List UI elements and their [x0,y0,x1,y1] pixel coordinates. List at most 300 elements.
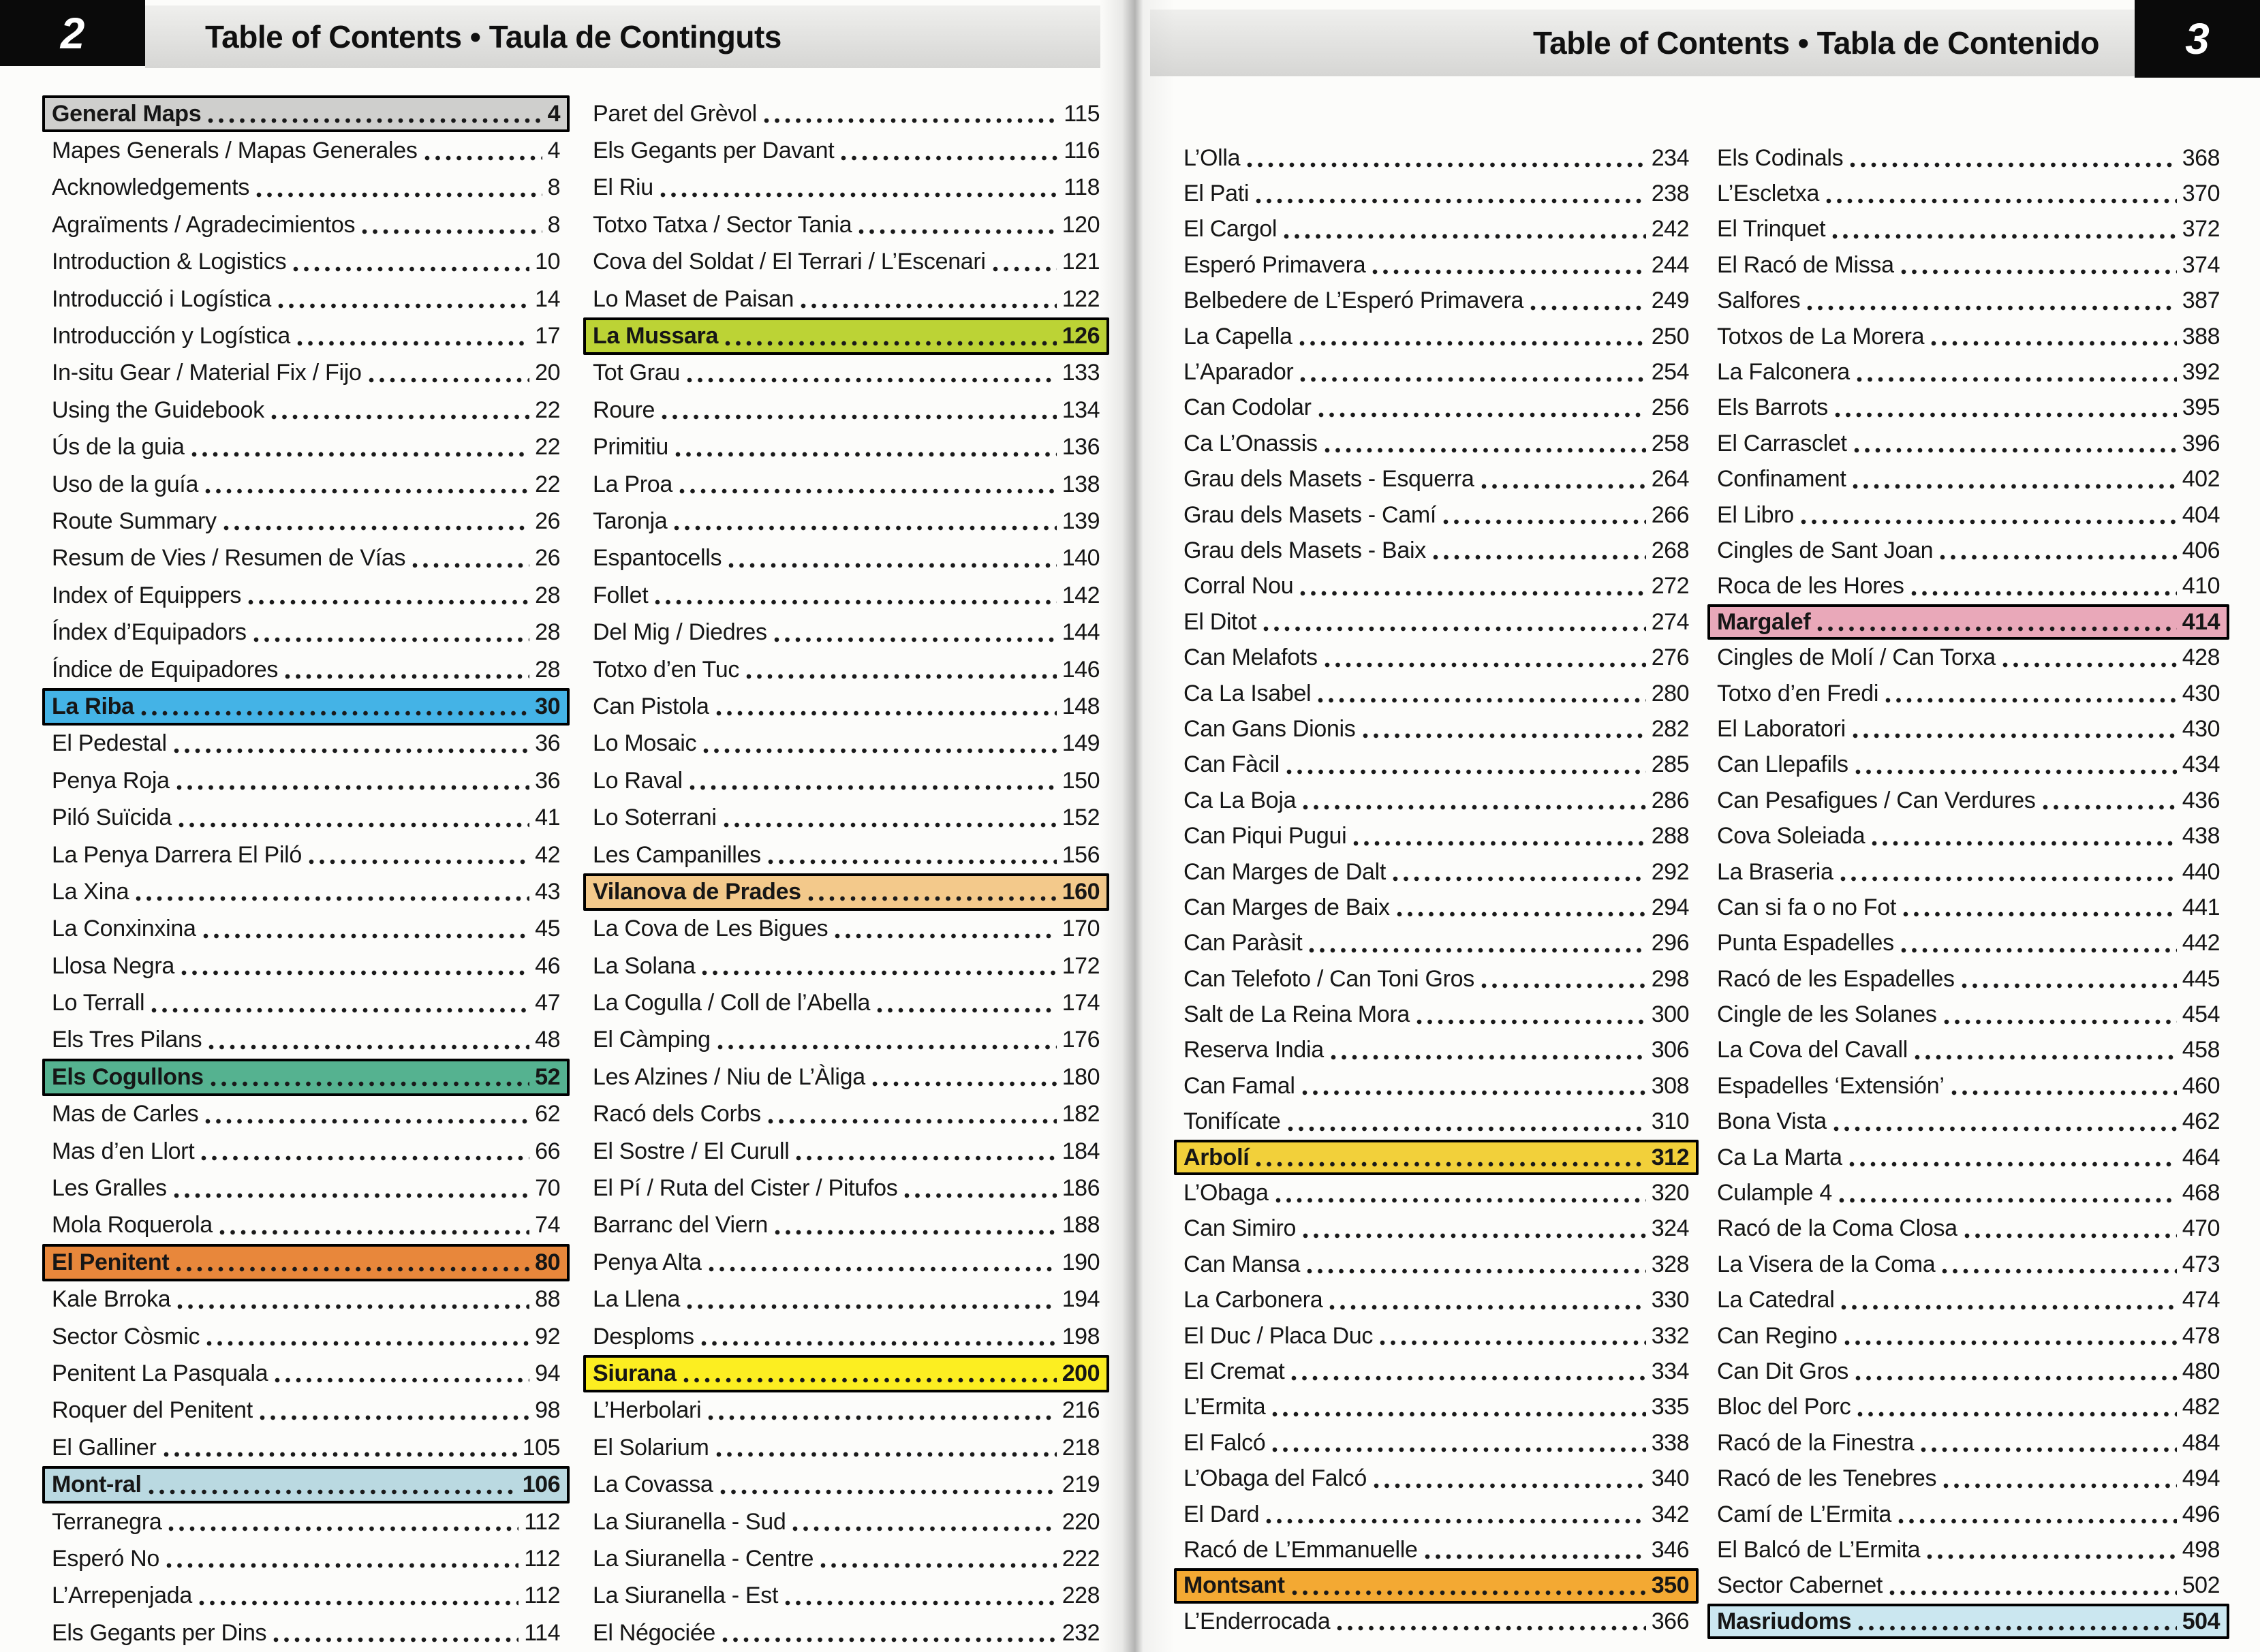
toc-leader-dots [1263,626,1646,632]
toc-leader-dots [1393,876,1646,882]
toc-entry-label: Índex d’Equipadors [52,619,247,646]
toc-page-number: 372 [2182,216,2220,243]
toc-page-number: 115 [1064,100,1100,127]
toc-page-number: 249 [1651,287,1689,314]
toc-leader-dots [1292,1590,1646,1595]
toc-leader-dots [687,1304,1057,1309]
toc-entry-label: Roquer del Penitent [52,1397,253,1424]
toc-leader-dots [1325,448,1646,453]
toc-row [593,651,1100,688]
toc-row [52,577,560,614]
toc-entry-label: Cova del Soldat / El Terrari / L’Escenari [593,249,986,275]
toc-leader-dots [1832,234,2177,239]
toc-leader-dots [716,1452,1057,1457]
toc-entry-label: Racó de les Tenebres [1717,1465,1937,1492]
toc-page-number: 14 [535,285,560,312]
toc-row [1183,247,1689,283]
toc-leader-dots [858,229,1056,234]
toc-row [52,1170,560,1206]
toc-entry-label: Sector Còsmic [52,1323,200,1350]
toc-page-number: 172 [1062,952,1100,979]
toc-entry-label: Totxo Tatxa / Sector Tania [593,211,852,238]
toc-entry-label: Can Dit Gros [1717,1358,1848,1384]
toc-entry-label: Introducció i Logística [52,285,271,312]
toc-entry-label: Corral Nou [1183,573,1294,599]
toc-row [593,1578,1100,1615]
toc-leader-dots [675,452,1057,457]
toc-row [1183,961,1689,997]
toc-row [52,1503,560,1540]
toc-leader-dots [1911,591,2177,596]
toc-entry-label: Punta Espadelles [1717,930,1894,956]
toc-row [1717,1318,2220,1354]
toc-leader-dots [1853,733,2177,738]
toc-leader-dots [179,822,529,828]
toc-page-number: 144 [1062,619,1100,646]
toc-row [52,1615,560,1651]
toc-leader-dots [206,1341,529,1346]
toc-leader-dots [877,1008,1057,1013]
toc-leader-dots [1325,662,1646,668]
toc-entry-label: Lo Mosaic [593,730,697,757]
toc-row [593,244,1100,281]
toc-page-number: 406 [2182,537,2220,563]
toc-entry-label: El Trinquet [1717,216,1826,243]
toc-entry-label: El Sostre / El Curull [593,1138,790,1164]
toc-entry-label: Espantocells [593,545,722,572]
toc-row [52,873,560,910]
toc-entry-label: Can Regino [1717,1322,1838,1349]
toc-page-number: 22 [535,434,560,461]
toc-leader-dots [717,1044,1057,1050]
toc-entry-label: La Covassa [593,1471,713,1498]
toc-row [52,1355,560,1392]
toc-page-number: 45 [535,916,560,942]
toc-row [52,540,560,577]
toc-leader-dots [716,711,1057,716]
toc-leader-dots [1807,305,2176,311]
toc-leader-dots [1817,626,2176,632]
toc-leader-dots [708,1415,1057,1420]
toc-row [1717,1283,2220,1318]
toc-row [593,984,1100,1021]
toc-page-number: 94 [535,1360,560,1386]
toc-page-number: 98 [535,1397,560,1424]
toc-page-number: 346 [1651,1536,1689,1563]
toc-leader-dots [1286,769,1646,775]
toc-leader-dots [273,1637,518,1642]
left-page-title: Table of Contents • Taula de Continguts [205,19,781,54]
toc-row [1183,1497,1689,1532]
toc-page-number: 148 [1062,693,1100,719]
toc-leader-dots [774,637,1057,642]
toc-entry-label: Can Marges de Baix [1183,894,1390,920]
toc-row [1717,426,2220,461]
toc-row [593,1540,1100,1577]
toc-page-number: 338 [1651,1429,1689,1456]
toc-row [1717,533,2220,568]
toc-leader-dots [1300,377,1645,382]
toc-entry-label: Bloc del Porc [1717,1394,1851,1420]
toc-leader-dots [722,1637,1057,1642]
toc-row [593,1244,1100,1281]
toc-leader-dots [297,341,529,346]
toc-column-1 [52,95,560,1651]
toc-leader-dots [683,1377,1057,1383]
toc-page-number: 4 [547,138,560,164]
toc-entry-label: In-situ Gear / Material Fix / Fijo [52,360,362,386]
toc-page-number: 468 [2182,1180,2220,1206]
toc-leader-dots [660,192,1058,198]
toc-page-number: 454 [2182,1001,2220,1028]
toc-row [1717,1068,2220,1104]
toc-page-number: 276 [1651,644,1689,671]
toc-leader-dots [1858,1625,2177,1631]
toc-row [593,948,1100,984]
toc-leader-dots [1256,1162,1645,1167]
toc-row [1183,1033,1689,1068]
toc-row [52,911,560,948]
toc-page-number: 484 [2182,1429,2220,1456]
toc-row [52,1133,560,1170]
toc-page-number: 470 [2182,1215,2220,1242]
toc-entry-label: Uso de la guía [52,471,199,497]
toc-section-row [42,1244,570,1281]
toc-entry-label: Del Mig / Diedres [593,619,767,646]
left-page-number-box [0,0,145,66]
toc-row [52,355,560,392]
toc-entry-label: Resum de Vies / Resumen de Vías [52,545,406,572]
toc-row [52,206,560,243]
toc-leader-dots [1857,1412,2176,1417]
toc-row [52,1540,560,1577]
toc-leader-dots [720,1489,1057,1495]
toc-section-row [583,1355,1109,1392]
toc-row [1183,926,1689,961]
toc-leader-dots [253,637,529,642]
toc-leader-dots [211,1081,529,1087]
toc-page-number: 441 [2182,894,2220,920]
toc-row [593,762,1100,799]
toc-leader-dots [1481,484,1646,489]
toc-page-number: 430 [2182,680,2220,706]
toc-entry-label: Can Codolar [1183,394,1312,421]
toc-entry-label: El Libro [1717,501,1794,528]
toc-page-number: 36 [535,767,560,794]
toc-entry-label: La Capella [1183,323,1292,349]
toc-page-number: 22 [535,471,560,497]
toc-entry-label: El Penitent [52,1249,170,1275]
toc-row [1717,1461,2220,1496]
toc-row [1183,497,1689,533]
toc-page-number: 118 [1064,174,1100,201]
toc-page-number: 306 [1651,1037,1689,1063]
toc-leader-dots [768,1119,1057,1124]
toc-page-number: 288 [1651,823,1689,850]
toc-leader-dots [1927,1554,2177,1559]
toc-page-number: 80 [535,1249,560,1275]
toc-entry-label: L’Olla [1183,144,1241,171]
toc-row [1183,1425,1689,1461]
toc-leader-dots [1885,698,2177,703]
toc-leader-dots [1307,1268,1646,1274]
toc-entry-label: L’Ermita [1183,1394,1266,1420]
toc-page-number: 126 [1062,323,1100,349]
toc-leader-dots [1380,1340,1646,1345]
toc-page-number: 170 [1062,916,1100,942]
toc-section-row [583,873,1109,910]
toc-entry-label: El Pí / Ruta del Cister / Pitufos [593,1175,898,1202]
toc-page-number: 496 [2182,1501,2220,1527]
toc-entry-label: Primitiu [593,434,668,461]
toc-row [593,1170,1100,1206]
toc-entry-label: Bona Vista [1717,1108,1827,1135]
toc-row [593,466,1100,503]
toc-row [593,355,1100,392]
toc-page-number: 17 [535,323,560,349]
toc-page-number: 47 [535,990,560,1016]
toc-entry-label: El Racó de Missa [1717,251,1894,278]
toc-entry-label: Vilanova de Prades [593,878,801,905]
toc-page-number: 460 [2182,1072,2220,1099]
toc-leader-dots [275,1377,529,1383]
toc-entry-label: Mola Roquerola [52,1212,213,1238]
toc-leader-dots [796,1155,1056,1161]
toc-leader-dots [1898,1518,2177,1524]
toc-leader-dots [703,748,1057,753]
toc-entry-label: Llosa Negra [52,952,175,979]
toc-entry-label: Penitent La Pasquala [52,1360,268,1386]
toc-page-number: 442 [2182,930,2220,956]
toc-entry-label: Can Simiro [1183,1215,1297,1242]
toc-page-number: 482 [2182,1394,2220,1420]
toc-entry-label: Les Campanilles [593,841,761,868]
toc-entry-label: Racó de la Finestra [1717,1429,1915,1456]
toc-entry-label: Els Gegants per Davant [593,138,835,164]
book-gutter-shadow [1100,0,1175,1652]
toc-page-number: 232 [1062,1619,1100,1646]
toc-row [1717,926,2220,961]
toc-entry-label: El Galliner [52,1434,157,1461]
right-page-number-box [2135,0,2260,78]
toc-leader-dots [1318,698,1645,703]
toc-row [1183,854,1689,890]
toc-page-number: 198 [1062,1323,1100,1350]
toc-page-number: 254 [1651,359,1689,386]
toc-leader-dots [724,822,1057,828]
toc-page-number: 286 [1651,787,1689,813]
toc-entry-label: La Visera de la Coma [1717,1251,1936,1277]
toc-row [1717,997,2220,1032]
toc-row [1183,390,1689,426]
toc-leader-dots [1309,948,1645,953]
toc-row [593,837,1100,873]
toc-leader-dots [278,303,529,309]
toc-leader-dots [709,1266,1057,1272]
toc-leader-dots [808,896,1057,901]
toc-entry-label: Ca La Isabel [1183,680,1312,706]
toc-page-number: 285 [1651,751,1689,778]
toc-leader-dots [1849,1162,2177,1167]
toc-entry-label: Índice de Equipadores [52,656,279,683]
toc-row [1717,1497,2220,1532]
toc-section-row [42,1059,570,1095]
toc-entry-label: Salt de La Reina Mora [1183,1001,1410,1028]
toc-row [1183,1354,1689,1389]
toc-page-number: 42 [535,841,560,868]
toc-page-number: 112 [524,1508,560,1535]
toc-entry-label: Totxos de La Morera [1717,323,1925,349]
toc-leader-dots [1303,1233,1646,1238]
toc-page-number: 274 [1651,608,1689,635]
toc-leader-dots [1903,911,2177,917]
toc-entry-label: Taronja [593,508,668,534]
toc-page-number: 324 [1651,1215,1689,1242]
toc-entry-label: Reserva India [1183,1037,1324,1063]
toc-page-number: 180 [1062,1063,1100,1090]
toc-row [1183,747,1689,783]
toc-page-number: 445 [2182,965,2220,992]
toc-entry-label: Can Fàcil [1183,751,1280,778]
toc-row [52,1096,560,1133]
toc-entry-label: L’Obaga del Falcó [1183,1465,1367,1492]
toc-row [52,132,560,169]
toc-row [52,317,560,354]
toc-row [1717,212,2220,247]
toc-leader-dots [1303,805,1646,810]
toc-row [1717,176,2220,211]
toc-entry-label: L’Escletxa [1717,181,1820,207]
toc-entry-label: Penya Alta [593,1249,702,1275]
toc-page-number: 92 [535,1323,560,1350]
toc-row [1183,818,1689,854]
toc-row [1717,390,2220,426]
toc-row [593,1133,1100,1170]
toc-leader-dots [1417,1019,1646,1025]
toc-entry-label: La Falconera [1717,359,1850,386]
toc-row [52,948,560,984]
toc-page-number: 366 [1651,1608,1689,1634]
toc-row [1717,354,2220,390]
toc-row [1717,1568,2220,1604]
toc-row [1183,1390,1689,1425]
toc-leader-dots [1833,1126,2177,1132]
toc-entry-label: El Dard [1183,1501,1260,1527]
toc-leader-dots [662,414,1057,420]
toc-page-number: 190 [1062,1249,1100,1275]
toc-entry-label: Espadelles ‘Extensión’ [1717,1072,1945,1099]
toc-leader-dots [1284,234,1646,239]
toc-entry-label: El Pati [1183,181,1250,207]
toc-entry-label: El Falcó [1183,1429,1266,1456]
toc-page-number: 4 [547,100,560,127]
toc-page-number: 250 [1651,323,1689,349]
toc-row [1717,569,2220,604]
toc-leader-dots [1844,1340,2177,1345]
toc-row [1183,1532,1689,1568]
toc-entry-label: La Solana [593,952,696,979]
toc-page-number: 474 [2182,1287,2220,1313]
toc-leader-dots [1853,484,2176,489]
toc-leader-dots [1272,1412,1645,1417]
toc-page-number: 28 [535,619,560,646]
toc-row [1183,283,1689,319]
toc-entry-label: Route Summary [52,508,217,534]
toc-entry-label: Els Barrots [1717,394,1828,421]
toc-leader-dots [1425,1554,1646,1559]
toc-page-number: 133 [1062,360,1100,386]
toc-page-number: 458 [2182,1037,2220,1063]
toc-leader-dots [993,266,1057,272]
toc-page-number: 504 [2182,1608,2220,1634]
toc-leader-dots [1901,948,2177,953]
toc-page-number: 136 [1062,434,1100,461]
toc-entry-label: Racó de la Coma Closa [1717,1215,1957,1242]
toc-leader-dots [728,563,1057,568]
toc-entry-label: La Siuranella - Centre [593,1545,814,1572]
toc-row [593,1281,1100,1318]
toc-page-number: 41 [535,805,560,831]
toc-leader-dots [1372,269,1645,275]
toc-row [1183,1175,1689,1211]
toc-leader-dots [1889,1590,2177,1595]
toc-page-number: 334 [1651,1358,1689,1384]
toc-leader-dots [1256,198,1646,204]
toc-page-number: 8 [547,174,560,201]
toc-page-number: 36 [535,730,560,757]
toc-row [593,503,1100,540]
toc-page-number: 28 [535,582,560,608]
toc-page-number: 176 [1062,1027,1100,1053]
toc-leader-dots [1850,162,2176,168]
toc-leader-dots [309,859,529,864]
toc-leader-dots [181,970,529,976]
toc-row [593,1392,1100,1429]
toc-row [52,799,560,836]
toc-entry-label: Els Cogullons [52,1063,204,1090]
toc-entry-label: Siurana [593,1360,677,1386]
toc-page-number: 462 [2182,1108,2220,1135]
toc-entry-label: Confinament [1717,466,1846,493]
toc-page-number: 140 [1062,545,1100,572]
toc-row [593,726,1100,762]
toc-page-number: 216 [1062,1397,1100,1424]
toc-entry-label: Lo Maset de Paisan [593,285,794,312]
toc-leader-dots [1915,1055,2177,1060]
toc-entry-label: La Xina [52,878,129,905]
toc-entry-label: El Càmping [593,1027,711,1053]
toc-row [52,281,560,317]
toc-entry-label: Ca La Boja [1183,787,1297,813]
toc-section-row [1707,604,2229,640]
toc-leader-dots [1266,1518,1645,1524]
toc-entry-label: Tot Grau [593,360,680,386]
toc-leader-dots [1854,448,2177,453]
toc-row [1717,747,2220,783]
toc-page-number: 20 [535,360,560,386]
toc-row [1717,1425,2220,1461]
toc-entry-label: El Balcó de L’Ermita [1717,1536,1921,1563]
toc-page-number: 296 [1651,930,1689,956]
toc-entry-label: Can si fa o no Fot [1717,894,1896,920]
toc-page-number: 404 [2182,501,2220,528]
toc-page-number: 268 [1651,537,1689,563]
toc-page-number: 106 [522,1471,560,1498]
toc-leader-dots [205,1119,529,1124]
toc-page-number: 62 [535,1101,560,1127]
toc-column-4 [1717,140,2220,1639]
toc-entry-label: El Riu [593,174,653,201]
